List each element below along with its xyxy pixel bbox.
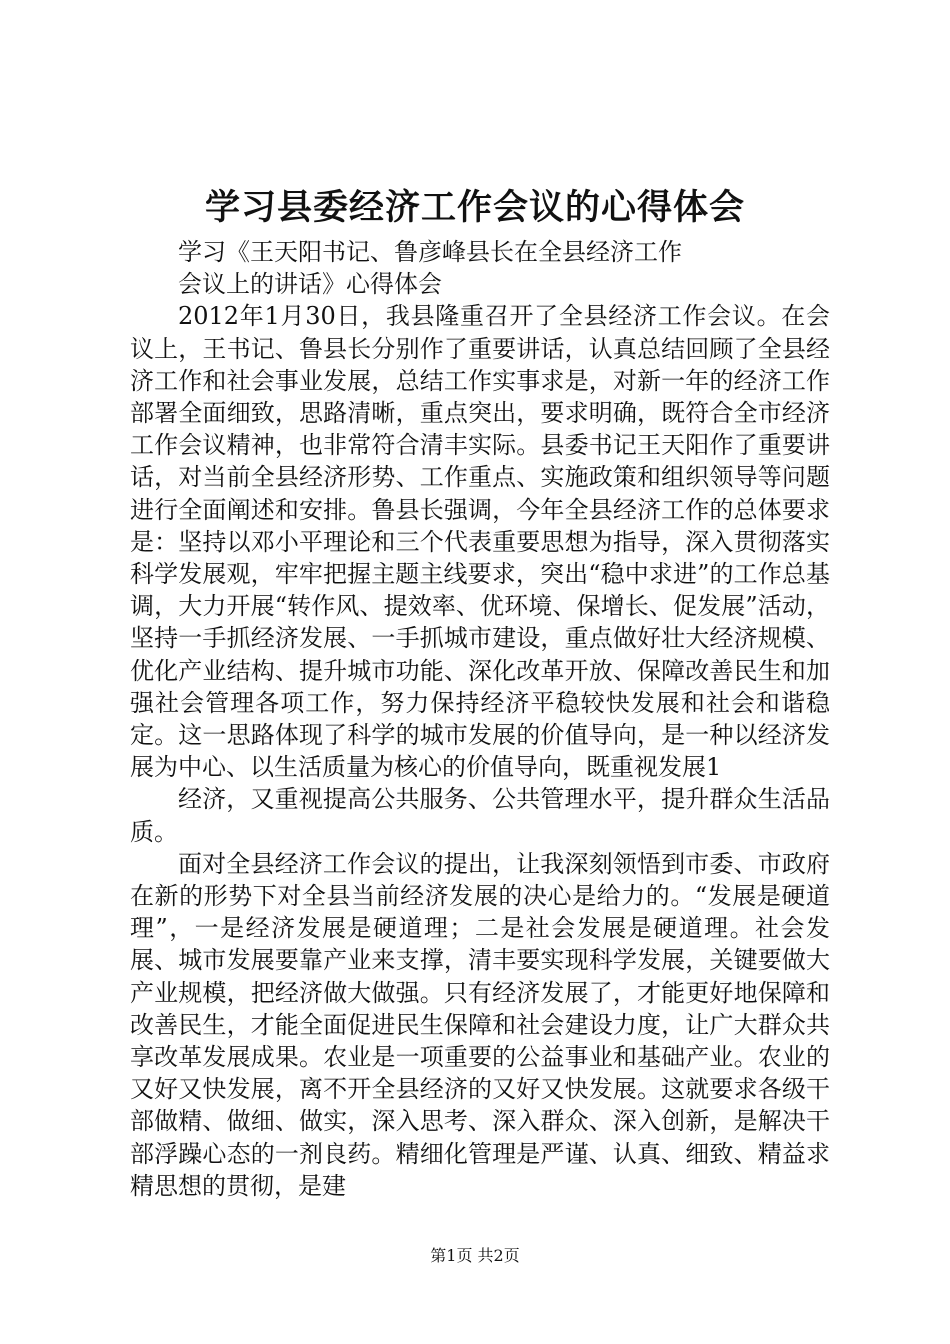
subtitle-line: 学习《王天阳书记、鲁彦峰县长在全县经济工作: [178, 238, 682, 266]
subtitle-line: 会议上的讲话》心得体会: [178, 270, 442, 299]
document-title: 学习县委经济工作会议的心得体会: [204, 187, 745, 228]
body-paragraph: 经济，又重视提高公共服务、公共管理水平，提升群众生活品质。: [130, 785, 830, 846]
page-number-footer: 第1页 共2页: [430, 1246, 520, 1265]
body-paragraph: 2012年1月30日，我县隆重召开了全县经济工作会议。在会议上，王书记、鲁县长分别作了重要讲话，认真总结回顾了全县经济工作和社会事业发展，总结工作实事求是，对新一年的经济工作部署全面细致，思路清晰，重点突出，要求明确，既符合全市经济工作会议精神，也非常符合清丰实际。县委书记王天阳作了重要讲话，对当前全县经济形势、工作重点、实施政策和组织领导等问题进行全面阐述和安排。鲁县长强调，今年全县经济工作的总体要求是：坚持以邓小平理论和三个代表重要思想为指导，深入贯彻落实科学发展观，牢牢把握主题主线要求，突出“稳中求进”的工作总基调，大力开展“转作风、提效率、优环境、保增长、促发展”活动，坚持一手抓经济发展、一手抓城市建设，重点做好壮大经济规模、优化产业结构、提升城市功能、深化改革开放、保障改善民生和加强社会管理各项工作，努力保持经济平稳较快发展和社会和谐稳定。这一思路体现了科学的城市发展的价值导向，是一种以经济发展为中心、以生活质量为核心的价值导向，既重视发展1: [130, 302, 830, 782]
body-paragraph: 面对全县经济工作会议的提出，让我深刻领悟到市委、市政府在新的形势下对全县当前经济发展的决心是给力的。“发展是硬道理”，一是经济发展是硬道理；二是社会发展是硬道理。社会发展、城市发展要靠产业来支撑，清丰要实现科学发展，关键要做大产业规模，把经济做大做强。只有经济发展了，才能更好地保障和改善民生，才能全面促进民生保障和社会建设力度，让广大群众共享改革发展成果。农业是一项重要的公益事业和基础产业。农业的又好又快发展，离不开全县经济的又好又快发展。这就要求各级干部做精、做细、做实，深入思考、深入群众、深入创新，是解决干部浮躁心态的一剂良药。精细化管理是严谨、认真、细致、精益求精思想的贯彻，是建: [130, 849, 830, 1200]
document-body: [130, 236, 830, 1202]
